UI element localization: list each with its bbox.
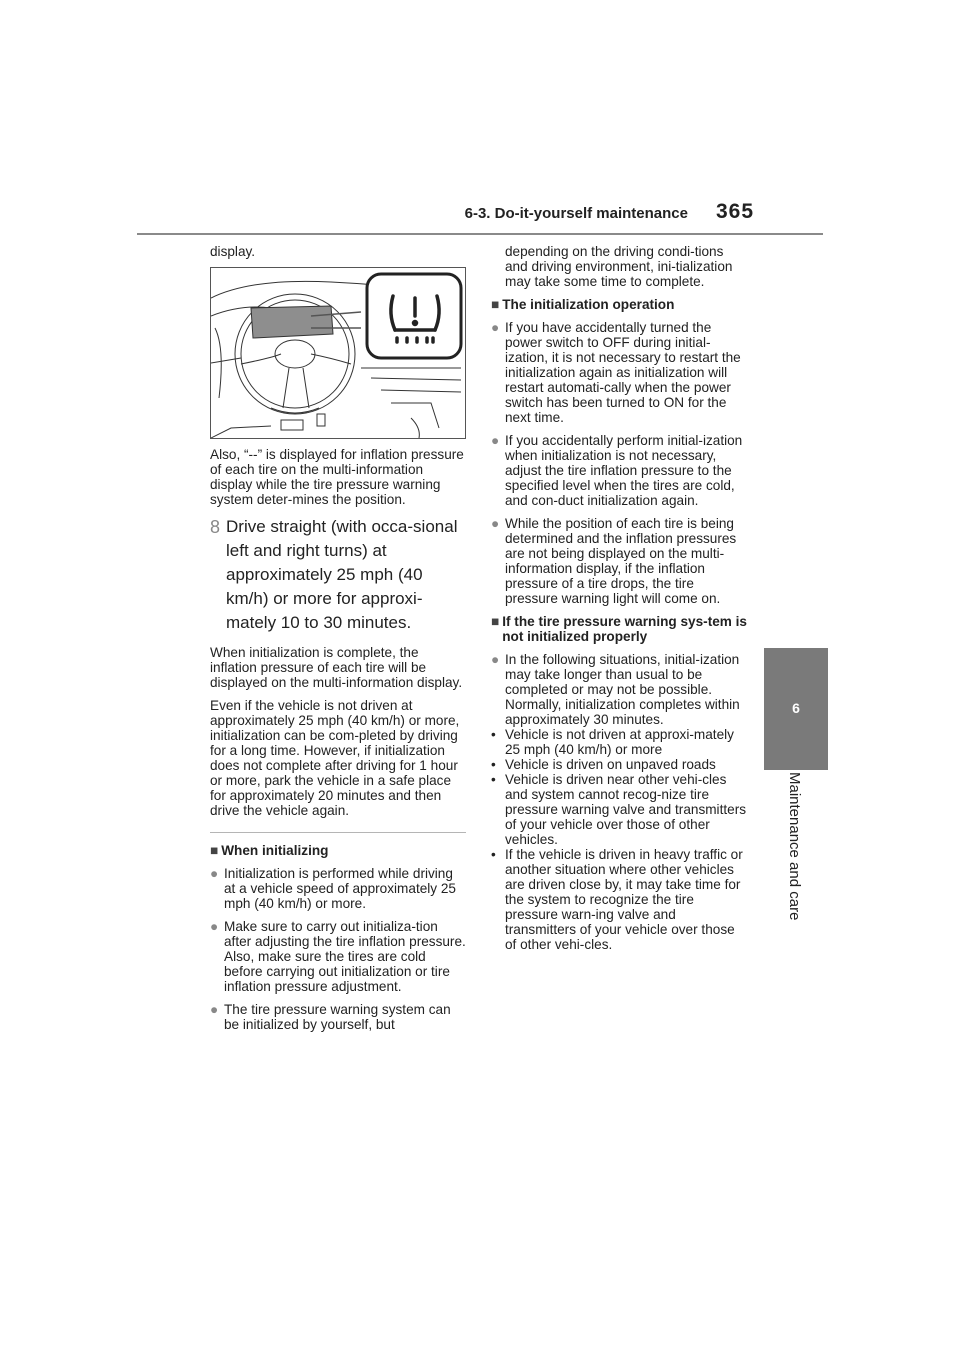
bullet-marker: ●	[210, 1002, 219, 1017]
dash-text: Vehicle is driven on unpaved roads	[505, 757, 716, 772]
para-even: Even if the vehicle is not driven at approximately 25 mph (40 km/h) or more, initialization can be com-pleted by driving for a long time. However, if initialization does not complete after driving for 1 hour or more, park the vehicle in a safe place for approximately 20 minutes and then drive the vehicle again.	[210, 698, 460, 818]
subhead-text: The initialization operation	[502, 297, 675, 312]
continuation: depending on the driving condi-tions and driving environment, ini-tialization may take some time to complete.	[505, 244, 733, 289]
bullet-text: Make sure to carry out initializa-tion after adjusting the tire inflation pressure.	[224, 919, 466, 949]
bullet-text: Also, make sure the tires are cold before carrying out initialization or tire inflation pressure adjustment.	[224, 949, 450, 994]
subhead-text: When initializing	[221, 843, 329, 858]
list-item	[491, 516, 747, 606]
bullet-text: If you accidentally perform initial-ization when initialization is not necessary, adjust the tire inflation pressure to the specified level when the tires are cold, and con-duct initialization again.	[505, 433, 743, 508]
step-text: Drive straight (with occa-sional left and right turns) at approximately 25 mph (40 km/h) or more for approxi-mately 10 to 30 minutes.	[226, 517, 458, 632]
list-item	[210, 1002, 466, 1032]
list-item-continuation	[210, 949, 466, 994]
dash-item	[491, 772, 747, 847]
list-item	[210, 866, 466, 911]
square-marker: ■	[491, 297, 500, 312]
subhead-text: If the tire pressure warning sys-tem is not initialized properly	[502, 614, 747, 644]
page-number: 365	[716, 200, 755, 223]
bullet-text: While the position of each tire is being determined and the inflation pressures are not being displayed on the multi-information display, if the inflation pressure of a tire drops, the tire pressure warning light will come on.	[505, 516, 737, 606]
intro-fragment: display.	[210, 244, 256, 259]
chapter-label: Maintenance and care	[786, 772, 803, 921]
continuation-text	[491, 244, 747, 289]
dash-text: Vehicle is not driven at approxi-mately 25 mph (40 km/h) or more	[505, 727, 734, 757]
left-column	[210, 244, 466, 1040]
bullet-marker: ●	[491, 433, 500, 448]
bullet-marker: ●	[491, 320, 500, 335]
dash-item	[491, 847, 747, 952]
chapter-number: 6	[792, 700, 800, 716]
section-title: 6-3. Do-it-yourself maintenance	[464, 205, 688, 222]
dash-marker: •	[491, 772, 496, 787]
dash-item	[491, 757, 747, 772]
list-item	[491, 652, 747, 727]
chapter-tab	[764, 648, 828, 770]
list-item	[491, 433, 747, 508]
step-number: 8	[210, 517, 221, 537]
bullet-marker: ●	[491, 652, 500, 667]
step-8	[210, 515, 466, 635]
dash-text: If the vehicle is driven in heavy traffic or another situation where other vehicles are driven close by, it may take time for the system to recognize the tire pressure warn-ing valve and transmitters of your vehicle over those of other vehi-cles.	[505, 847, 743, 952]
bullet-marker: ●	[210, 919, 219, 934]
list-item	[210, 919, 466, 949]
right-column	[491, 244, 747, 952]
dash-marker: •	[491, 757, 496, 772]
dashboard-illustration	[210, 267, 466, 439]
subhead-when-initializing	[210, 843, 466, 858]
bullet-text: The tire pressure warning system can be initialized by yourself, but	[224, 1002, 451, 1032]
square-marker: ■	[210, 843, 219, 858]
header-rule	[137, 233, 823, 235]
bullet-text: In the following situations, initial-ization may take longer than usual to be completed or may not be possible. Normally, initialization completes within approximately 30 minutes.	[505, 652, 740, 727]
bullet-marker: ●	[491, 516, 500, 531]
dash-marker: •	[491, 847, 496, 862]
steering-wheel-display-drawing	[211, 268, 465, 438]
dash-item	[491, 727, 747, 757]
para-also: Also, “--” is displayed for inflation pressure of each tire on the multi-information display while the tire pressure warning system deter-mines the position.	[210, 447, 464, 507]
dash-text: Vehicle is driven near other vehi-cles and system cannot recog-nize tire pressure warning valve and transmitters of your vehicle over those of other vehicles.	[505, 772, 747, 847]
bullet-marker: ●	[210, 866, 219, 881]
section-divider	[210, 832, 466, 833]
para-complete: When initialization is complete, the inflation pressure of each tire will be displayed on the multi-information display.	[210, 645, 463, 690]
list-item	[491, 320, 747, 425]
dash-marker: •	[491, 727, 496, 742]
subhead-not-initialized	[491, 614, 747, 644]
bullet-text: If you have accidentally turned the power switch to OFF during initial-ization, it is not necessary to restart the initialization again as initialization will restart automati-cally when the power switch has been turned to ON for the next time.	[505, 320, 741, 425]
square-marker: ■	[491, 614, 500, 629]
subhead-initialization-operation	[491, 297, 747, 312]
bullet-text: Initialization is performed while driving at a vehicle speed of approximately 25 mph (40 km/h) or more.	[224, 866, 456, 911]
